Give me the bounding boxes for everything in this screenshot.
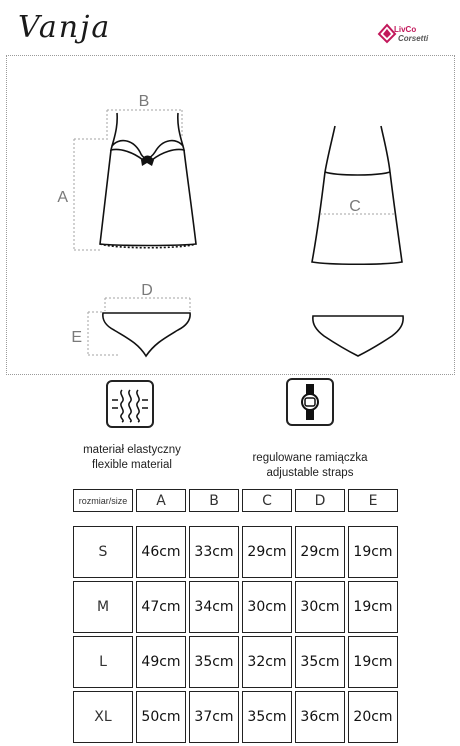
table-cell: 35cm bbox=[295, 636, 345, 688]
table-cell: 37cm bbox=[189, 691, 239, 743]
label-a: A bbox=[57, 189, 68, 206]
product-title: Vanja bbox=[18, 10, 112, 45]
table-cell: 29cm bbox=[242, 526, 292, 578]
table-cell: 50cm bbox=[136, 691, 186, 743]
camisole-front bbox=[100, 113, 196, 248]
table-cell: 36cm bbox=[295, 691, 345, 743]
briefs-front bbox=[103, 313, 190, 356]
label-b: B bbox=[138, 93, 150, 110]
header-d: D bbox=[295, 489, 345, 512]
size-table bbox=[70, 486, 401, 746]
briefs-back bbox=[313, 316, 403, 356]
table-cell: 30cm bbox=[242, 581, 292, 633]
table-cell: 35cm bbox=[189, 636, 239, 688]
feature-straps-pl: regulowane ramiączka bbox=[252, 452, 368, 464]
feature-straps-en: adjustable straps bbox=[266, 467, 354, 479]
feature-straps bbox=[230, 451, 390, 481]
table-row bbox=[73, 526, 398, 578]
table-cell: 34cm bbox=[189, 581, 239, 633]
brand-subname: Corsetti bbox=[398, 34, 429, 43]
measurement-guides bbox=[74, 110, 395, 355]
table-cell: 19cm bbox=[348, 581, 398, 633]
brand-name: LivCo bbox=[394, 25, 417, 34]
table-cell: 20cm bbox=[348, 691, 398, 743]
label-e: E bbox=[71, 329, 82, 346]
table-row bbox=[73, 636, 398, 688]
header-size: rozmiar/size bbox=[73, 489, 133, 512]
table-cell: 30cm bbox=[295, 581, 345, 633]
size-label: S bbox=[73, 526, 133, 578]
size-label: XL bbox=[73, 691, 133, 743]
feature-flexible-en: flexible material bbox=[92, 459, 172, 471]
label-c: C bbox=[349, 198, 361, 215]
feature-flexible bbox=[52, 443, 212, 473]
size-table-header bbox=[73, 489, 398, 512]
stretch-fabric-icon bbox=[106, 380, 154, 428]
header-a: A bbox=[136, 489, 186, 512]
table-cell: 47cm bbox=[136, 581, 186, 633]
table-row bbox=[73, 691, 398, 743]
table-cell: 49cm bbox=[136, 636, 186, 688]
table-cell: 35cm bbox=[242, 691, 292, 743]
table-cell: 46cm bbox=[136, 526, 186, 578]
table-cell: 19cm bbox=[348, 526, 398, 578]
table-cell: 32cm bbox=[242, 636, 292, 688]
table-row bbox=[73, 581, 398, 633]
table-cell: 29cm bbox=[295, 526, 345, 578]
header-e: E bbox=[348, 489, 398, 512]
camisole-back bbox=[312, 126, 402, 264]
size-label: M bbox=[73, 581, 133, 633]
table-cell: 33cm bbox=[189, 526, 239, 578]
header-c: C bbox=[242, 489, 292, 512]
strap-buckle-icon bbox=[286, 378, 334, 426]
header-b: B bbox=[189, 489, 239, 512]
size-label: L bbox=[73, 636, 133, 688]
label-d: D bbox=[141, 282, 153, 299]
feature-flexible-pl: materiał elastyczny bbox=[83, 444, 181, 456]
table-cell: 19cm bbox=[348, 636, 398, 688]
